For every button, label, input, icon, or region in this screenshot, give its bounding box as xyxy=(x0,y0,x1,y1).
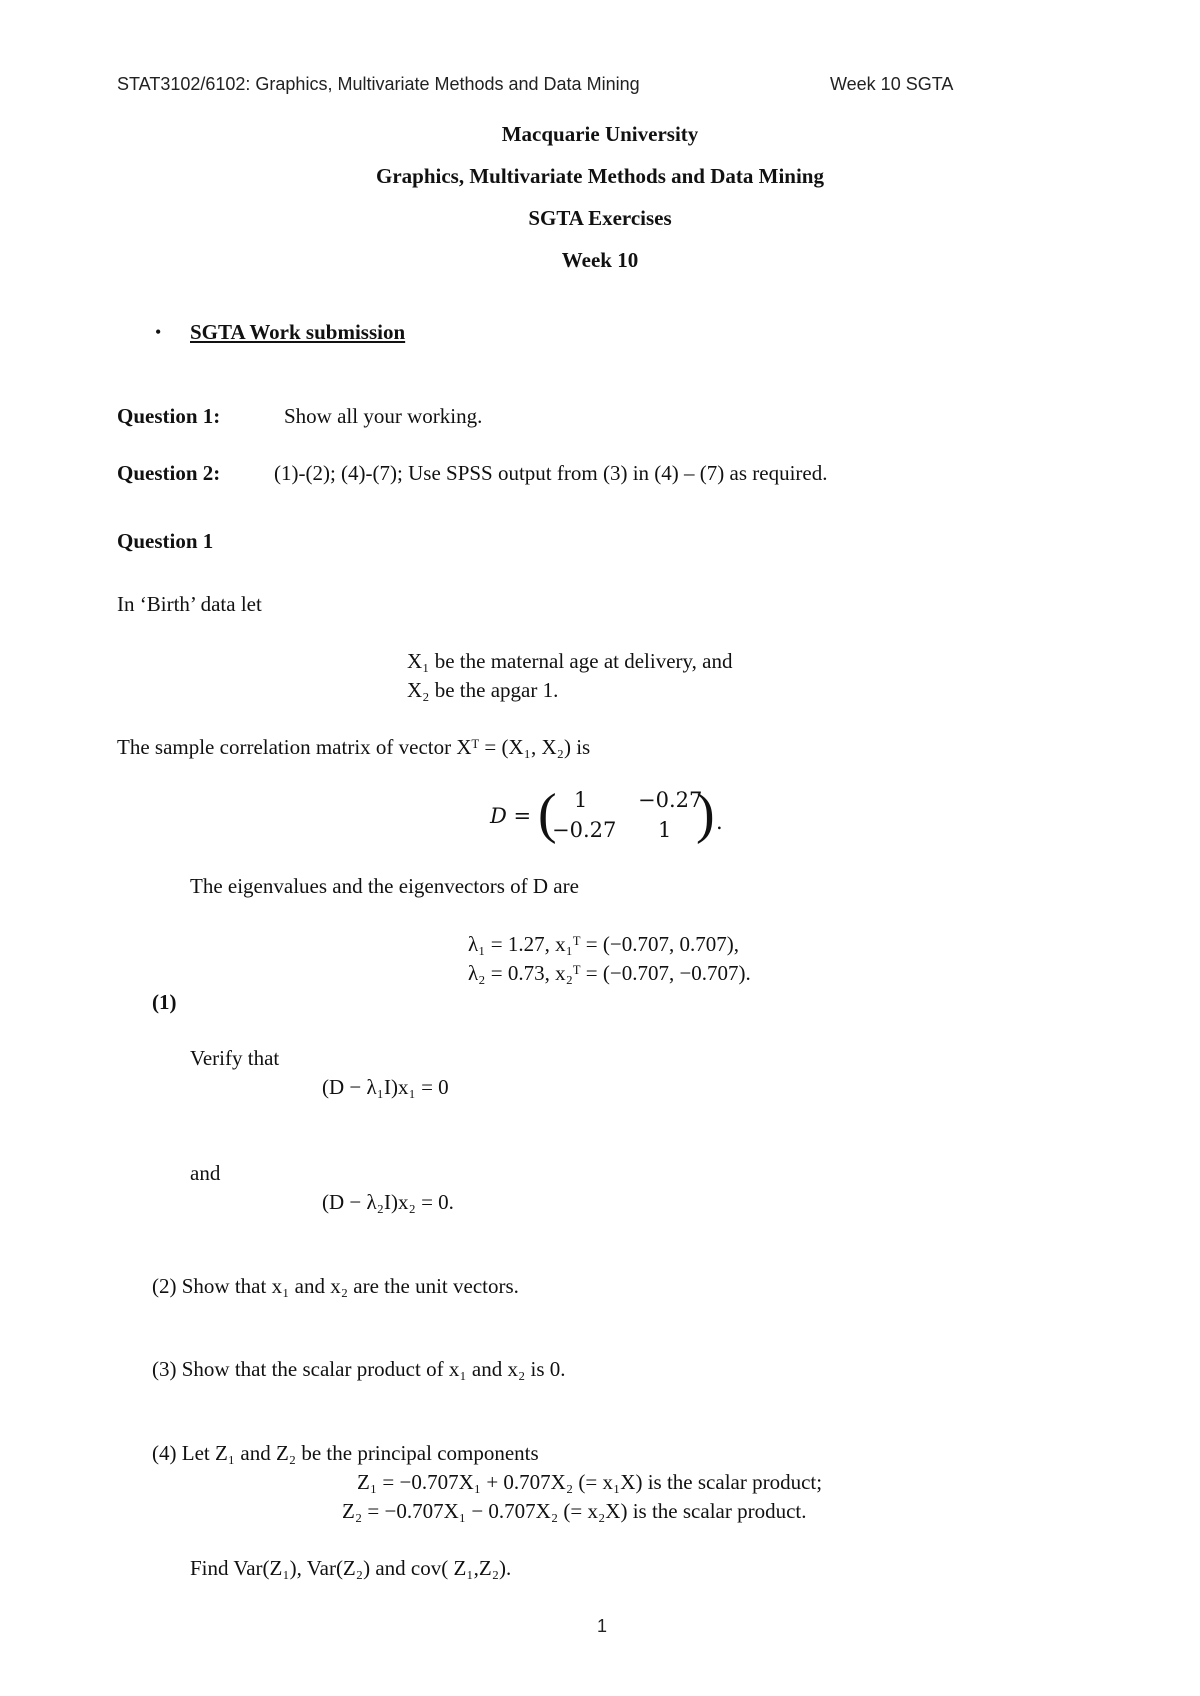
matrix-tail: . xyxy=(716,810,723,834)
part-4-intro: (4) Let Z₁ and Z₂ be the principal components xyxy=(152,1441,539,1465)
title-course: Graphics, Multivariate Methods and Data Mining xyxy=(375,164,824,188)
matrix-cell-11: 1 xyxy=(574,788,588,812)
part-1-label: (1) xyxy=(152,990,177,1014)
question-1-heading: Question 1 xyxy=(117,529,214,553)
question-1-label: Question 1: xyxy=(117,404,221,428)
matrix-lhs: D = xyxy=(490,804,532,828)
bullet-icon: • xyxy=(155,322,162,342)
question-1-text: Show all your working. xyxy=(284,404,483,428)
eigen-pair-1: λ₁ = 1.27, x₁ᵀ = (−0.707, 0.707), xyxy=(468,932,739,956)
question-2-text: (1)-(2); (4)-(7); Use SPSS output from (3) in (4) – (7) as required. xyxy=(274,461,828,485)
part-1-verify: Verify that xyxy=(190,1046,280,1070)
eigen-intro: The eigenvalues and the eigenvectors of D are xyxy=(190,874,579,898)
eigen-pair-2: λ₂ = 0.73, x₂ᵀ = (−0.707, −0.707). xyxy=(468,961,751,985)
title-university: Macquarie University xyxy=(501,122,699,146)
running-header-right: Week 10 SGTA xyxy=(830,74,954,94)
definition-x2: X₂ be the apgar 1. xyxy=(407,678,559,702)
part-4-z2: Z₂ = −0.707X₁ − 0.707X₂ (= x₂X) is the scalar product. xyxy=(342,1499,807,1523)
part-1-equation-2: (D − λ₂I)x₂ = 0. xyxy=(322,1190,454,1214)
part-1-equation-1: (D − λ₁I)x₁ = 0 xyxy=(322,1075,449,1099)
submission-heading: SGTA Work submission xyxy=(190,320,406,344)
matrix-cell-12: −0.27 xyxy=(638,788,703,812)
part-4-find: Find Var(Z₁), Var(Z₂) and cov( Z₁,Z₂). xyxy=(190,1556,512,1580)
part-4-z1: Z₁ = −0.707X₁ + 0.707X₂ (= x₁X) is the scalar product; xyxy=(357,1470,823,1494)
part-1-and: and xyxy=(190,1161,221,1185)
matrix-cell-21: −0.27 xyxy=(552,818,617,842)
part-2-text: (2) Show that x₁ and x₂ are the unit vectors. xyxy=(152,1274,519,1298)
matrix-cell-22: 1 xyxy=(658,818,672,842)
title-week: Week 10 xyxy=(561,248,639,272)
birth-intro: In ‘Birth’ data let xyxy=(117,592,262,616)
matrix-right-paren: ) xyxy=(696,783,715,845)
correlation-matrix xyxy=(490,784,730,854)
page-number: 1 xyxy=(597,1616,608,1636)
definition-x1: X₁ be the maternal age at delivery, and xyxy=(407,649,733,673)
running-header-left: STAT3102/6102: Graphics, Multivariate Methods and Data Mining xyxy=(117,74,640,94)
correlation-sentence: The sample correlation matrix of vector Xᵀ = (X₁, X₂) is xyxy=(117,735,591,759)
part-3-text: (3) Show that the scalar product of x₁ and x₂ is 0. xyxy=(152,1357,566,1381)
question-2-label: Question 2: xyxy=(117,461,221,485)
title-exercises: SGTA Exercises xyxy=(528,206,672,230)
matrix-left-paren: ( xyxy=(538,783,557,845)
